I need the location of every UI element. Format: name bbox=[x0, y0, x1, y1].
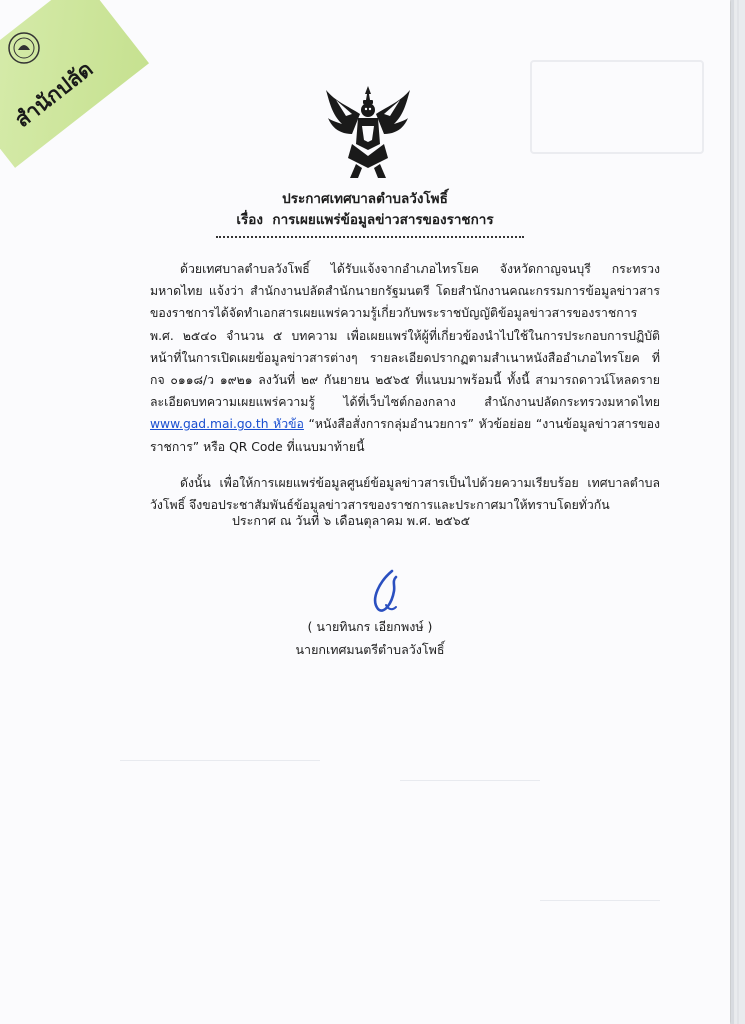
bleed-line bbox=[120, 760, 320, 761]
document-subject bbox=[0, 208, 730, 230]
corner-tag-label: สำนักปลัด bbox=[10, 56, 98, 133]
website-link[interactable]: www.gad.mai.go.th หัวข้อ bbox=[150, 417, 304, 432]
announcement-date: ประกาศ ณ วันที่ ๖ เดือนตุลาคม พ.ศ. ๒๕๖๕ bbox=[232, 513, 471, 528]
dotted-divider bbox=[216, 236, 524, 238]
body-paragraph-2: ดังนั้น เพื่อให้การเผยแพร่ข้อมูลศูนย์ข้อมูลข่าวสารเป็นไปด้วยความเรียบร้อย เทศบาลตำบลวังโพธิ์ จึงขอประชาสัมพันธ์ข้อมูลข่าวสารของราชการและประกาศมาให้ทราบโดยทั่วกัน bbox=[150, 476, 660, 513]
faint-bleed-through bbox=[530, 60, 704, 154]
page-stack-edge bbox=[731, 0, 734, 1024]
subject-label: เรื่อง bbox=[236, 212, 263, 228]
body-paragraph-1 bbox=[150, 258, 660, 458]
bleed-line bbox=[400, 780, 540, 781]
page-stack-edge bbox=[737, 0, 739, 1024]
signer-name: ( นายทินกร เอียกพงษ์ ) bbox=[307, 619, 433, 634]
office-seal-icon bbox=[6, 30, 42, 66]
document-title: ประกาศเทศบาลตำบลวังโพธิ์ bbox=[282, 191, 448, 207]
bleed-line bbox=[540, 900, 660, 901]
garuda-emblem-icon bbox=[322, 84, 414, 182]
signature-mark bbox=[362, 567, 410, 617]
subject-text: การเผยแพร่ข้อมูลข่าวสารของราชการ bbox=[272, 212, 494, 228]
signer-title: นายกเทศมนตรีตำบลวังโพธิ์ bbox=[295, 642, 445, 657]
para1-tail: “หนังสือสั่งการกลุ่มอำนวยการ” หัวข้อย่อย “งานข้อมูลข่าวสารของราชการ” หรือ QR Code ที่แนบมาท้ายนี้ bbox=[150, 417, 660, 454]
para1-text: ด้วยเทศบาลตำบลวังโพธิ์ ได้รับแจ้งจากอำเภอไทรโยค จังหวัดกาญจนบุรี กระทรวงมหาดไทย แจ้งว่า สำนักงานปลัดสำนักนายกรัฐมนตรี โดยสำนักงานคณะกรรมการข้อมูลข่าวสารของราชการได้จัดทำเอกสารเผยแพร่ความรู้เกี่ยวกับพระราชบัญญัติข้อมูลข่าวสารของราชการ พ.ศ. ๒๕๔๐ จำนวน ๕ บทความ เพื่อเผยแพร่ให้ผู้ที่เกี่ยวข้องนำไปใช้ในการประกอบการปฏิบัติหน้าที่ในการเปิดเผยข้อมูลข่าวสารต่างๆ รายละเอียดปรากฏตามสำเนาหนังสืออำเภอไทรโยค ที่ กจ ๐๑๑๘/ว ๑๙๒๑ ลงวันที่ ๒๙ กันยายน ๒๕๖๕ ที่แนบมาพร้อมนี้ ทั้งนี้ สามารถดาวน์โหลดรายละเอียดบทความเผยแพร่ความรู้ ได้ที่เว็บไซต์กองกลาง สำนักงานปลัดกระทรวงมหาดไทย bbox=[150, 262, 660, 410]
